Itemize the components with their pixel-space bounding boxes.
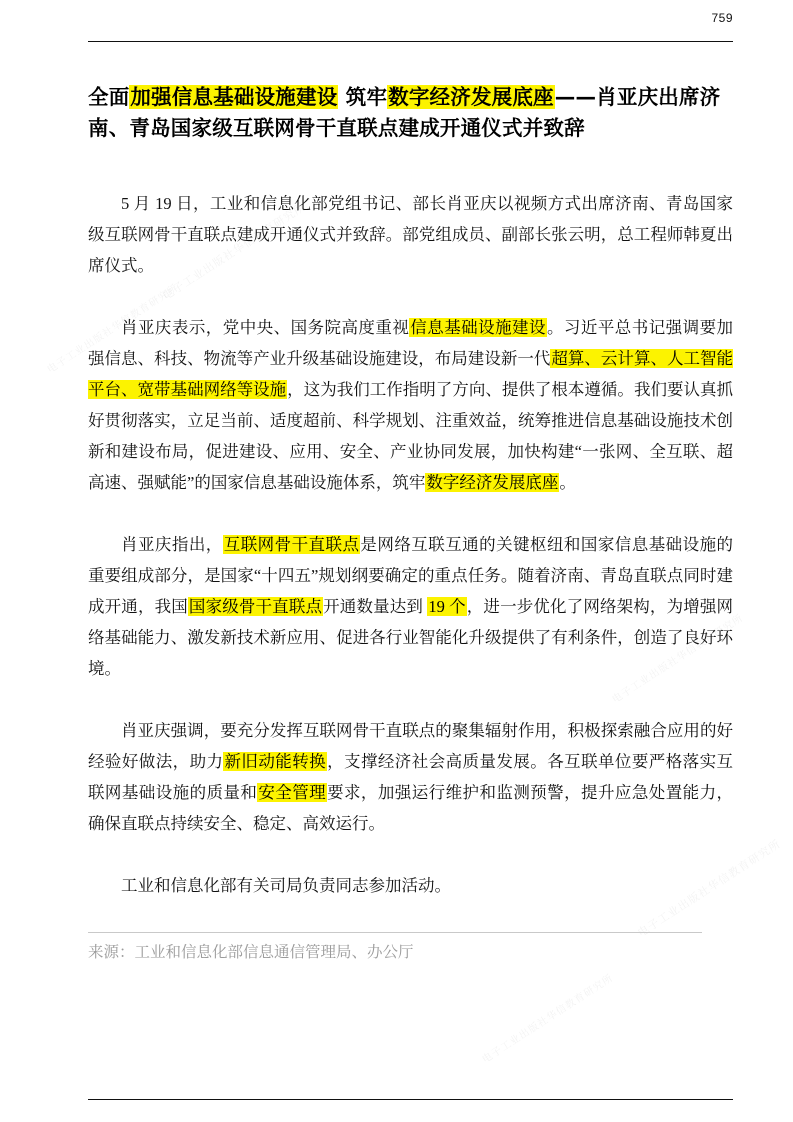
title-segment: 筑牢: [338, 85, 388, 109]
watermark: 电子工业出版社华信教育研究所: [610, 612, 746, 706]
text-run: 。习近平总书记强调要加强信息、科技、物流等产业升级基础设施建设，布局建设新一代: [88, 318, 734, 368]
paragraph: [88, 188, 733, 281]
paragraph: [88, 870, 733, 901]
text-run: 要求，加强运行维护和监测预警，提升应急处置能力，确保直联点持续安全、稳定、高效运行。: [88, 783, 734, 833]
text-run: 肖亚庆强调，要充分发挥互联网骨干直联点的聚集辐射作用，积极探索融合应用的好经验好做法，助力: [88, 721, 733, 771]
text-run: 。: [559, 473, 576, 492]
text-run: 是网络互联互通的关键枢纽和国家信息基础设施的重要组成部分，是国家“十四五”规划纲要确定的重点任务。随着济南、青岛直联点同时建成开通，我国: [88, 535, 734, 616]
text-highlight: 数字经济发展底座: [426, 473, 559, 492]
page-number: 759: [711, 11, 733, 25]
text-run: ，这为我们工作指明了方向、提供了根本遵循。我们要认真抓好贯彻落实，立足当前、适度超前、科学规划、注重效益，统筹推进信息基础设施技术创新和建设布局，促进建设、应用、安全、产业协同发展，加快构建“一张网、全互联、超高速、强赋能”的国家信息基础设施体系，筑牢: [88, 380, 734, 492]
title-highlight: 数字经济发展底座: [388, 85, 554, 109]
spacer: [88, 281, 733, 312]
spacer: [88, 498, 733, 529]
paragraph: [88, 312, 733, 498]
paragraph: [88, 529, 733, 684]
text-run: 肖亚庆表示，党中央、国务院高度重视: [121, 318, 410, 337]
text-highlight: 新旧动能转换: [224, 752, 327, 771]
spacer: [88, 684, 733, 715]
footer-rule: [88, 1099, 733, 1100]
article-body: [88, 82, 733, 901]
watermark: 电子工业出版社华信教育研究所: [160, 201, 309, 303]
text-highlight: 互联网骨干直联点: [223, 535, 360, 554]
text-run: ，进一步优化了网络架构，为增强网络基础能力、激发新技术新应用、促进各行业智能化升级提供了有利条件，创造了良好环境。: [88, 597, 734, 678]
text-run: 工业和信息化部有关司局负责同志参加活动。: [121, 876, 451, 895]
title-segment: ——肖亚庆出席济南、青岛国家级互联网骨干直联点建成开通仪式并致辞: [88, 85, 721, 140]
source-divider: [88, 932, 702, 933]
text-run: 开通数量达到: [323, 597, 428, 616]
text-run: ，支撑经济社会高质量发展。各互联单位要严格落实互联网基础设施的质量和: [88, 752, 734, 802]
watermark: 电子工业出版社华信教育研究所: [635, 838, 784, 940]
text-highlight: 超算、云计算、人工智能平台、宽带基础网络等设施: [88, 349, 734, 399]
text-run: 5 月 19 日，工业和信息化部党组书记、部长肖亚庆以视频方式出席济南、青岛国家级互联网骨干直联点建成开通仪式并致辞。部党组成员、副部长张云明，总工程师韩夏出席仪式。: [88, 194, 733, 275]
text-run: 肖亚庆指出，: [121, 535, 223, 554]
spacer: [88, 144, 733, 188]
title-highlight: 加强信息基础设施建设: [130, 85, 338, 109]
watermark: 电子工业出版社华信教育研究所: [480, 972, 616, 1066]
page-title: [88, 82, 733, 144]
paragraph: [88, 715, 733, 839]
text-highlight: 国家级骨干直联点: [188, 597, 323, 616]
text-highlight: 信息基础设施建设: [410, 318, 546, 337]
watermark: 电子工业出版社华信教育研究所: [45, 282, 181, 376]
text-highlight: 19 个: [428, 597, 466, 616]
spacer: [88, 839, 733, 870]
header-rule: [88, 41, 733, 42]
text-highlight: 安全管理: [258, 783, 327, 802]
source-line: 来源：工业和信息化部信息通信管理局、办公厅: [88, 944, 414, 961]
title-segment: 全面: [88, 85, 130, 109]
